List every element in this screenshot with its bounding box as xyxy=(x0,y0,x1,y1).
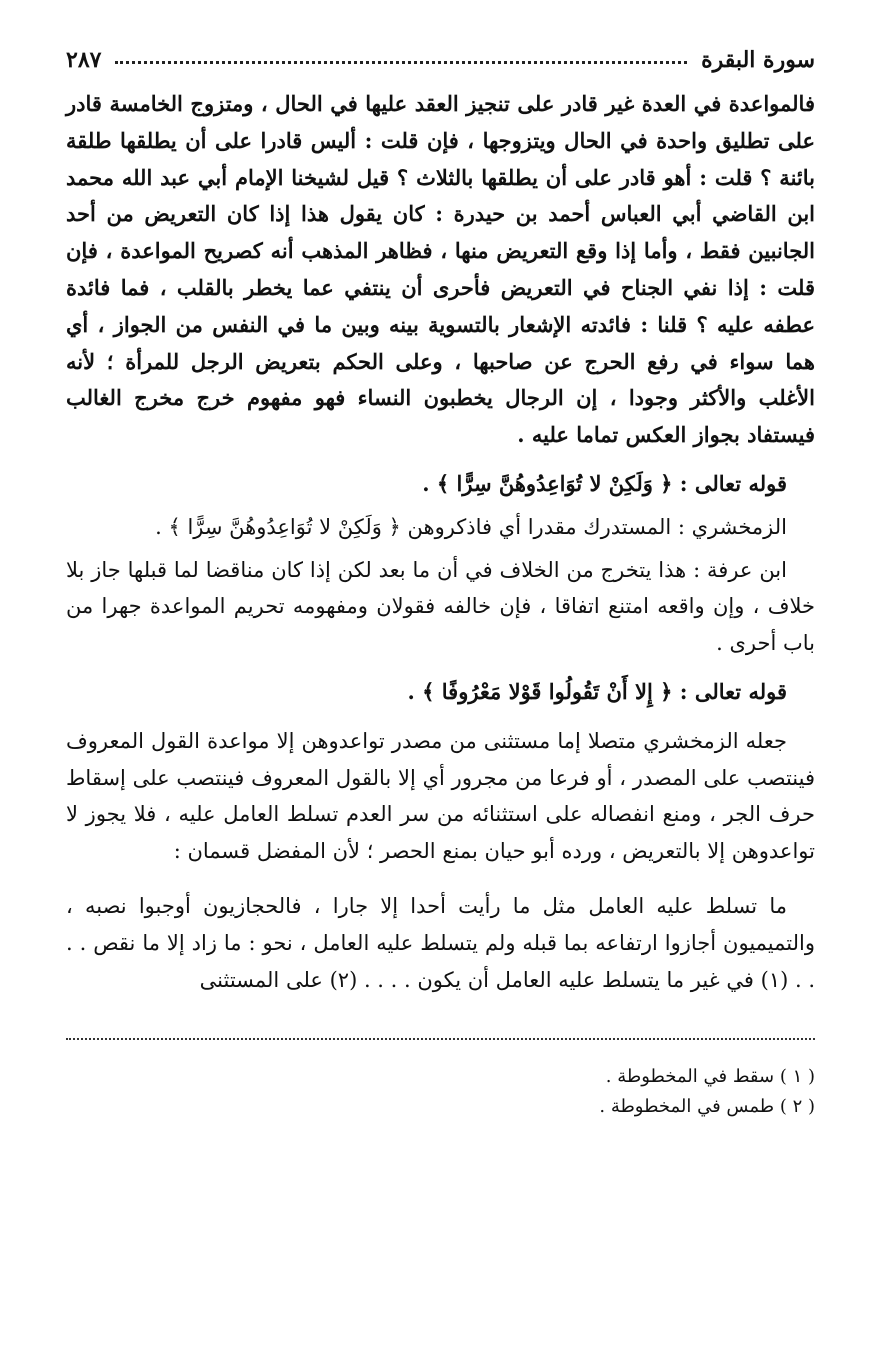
paragraph-verse-1: قوله تعالى : ﴿ وَلَكِنْ لا تُوَاعِدُوهُنَّ سِرًّا ﴾ . xyxy=(422,470,787,496)
paragraph-ibn-arafa: ابن عرفة : هذا يتخرج من الخلاف في أن ما بعد لكن إذا كان مناقضا لما قبلها جاز بلا خلاف ، وإن واقعه امتنع اتفاقا ، فإن خالفه فقولان ومفهومه تحريم المواعدة جهرا من باب أحرى . xyxy=(66,557,815,656)
paragraph-hijazi: ما تسلط عليه العامل مثل ما رأيت أحدا إلا جارا ، فالحجازيون أوجبوا نصبه ، والتميميون أجازوا ارتفاعه بما قبله ولم يتسلط عليه العامل ، نحو : ما زاد إلا ما نقص . . . . (١) في غير ما يتسلط عليه العامل أن يكون . . . . (٢) على المستثنى xyxy=(66,893,815,992)
paragraph-zamakhshari-1: الزمخشري : المستدرك مقدرا أي فاذكروهن ﴿ وَلَكِنْ لا تُوَاعِدُوهُنَّ سِرًّا ﴾ . xyxy=(155,514,787,539)
page-header xyxy=(66,40,815,80)
footnote-separator xyxy=(66,1038,815,1040)
paragraph-verse-2: قوله تعالى : ﴿ إِلا أَنْ تَقُولُوا قَوْلا مَعْرُوفًا ﴾ . xyxy=(407,678,787,704)
paragraph-zamakhshari-2: جعله الزمخشري متصلا إما مستثنى من مصدر تواعدوهن إلا مواعدة القول المعروف فينتصب على المصدر ، أو فرعا من مجرور أي إلا بالقول المعروف فينتصب على إسقاط حرف الجر ، ومنع انفصاله على استثنائه من سر العدم تسلط العامل عليه ، فلا يجوز لا تواعدوهن إلا بالتعريض ، ورده أبو حيان بمنع الحصر ؛ لأن المفضل قسمان : xyxy=(66,728,815,864)
header-dotted-leader xyxy=(115,61,687,64)
page-number: ٢٨٧ xyxy=(66,47,102,73)
surah-title: سورة البقرة xyxy=(701,47,815,73)
footnote-2: ( ٢ ) طمس في المخطوطة . xyxy=(599,1096,815,1118)
footnotes xyxy=(66,1062,815,1122)
footnote-1: ( ١ ) سقط في المخطوطة . xyxy=(605,1066,815,1088)
paragraph-1: فالمواعدة في العدة غير قادر على تنجيز العقد عليها في الحال ، ومتزوج الخامسة قادر على تطليق واحدة في الحال ويتزوجها ، فإن قلت : أليس قادرا على أن يطلقها طلقة بائنة ؟ قلت : أهو قادر على أن يطلقها بالثلاث ؟ قيل لشيخنا الإمام أبي عبد الله محمد ابن القاضي أبي العباس أحمد بن حيدرة : كان يقول هذا إذا كان التعريض من أحد الجانبين فقط ، وأما إذا وقع التعريض منها ، فظاهر المذهب أنه كصريح المواعدة ، فإن قلت : إذا نفي الجناح في التعريض فأحرى أن ينتفي عما يخطر بالقلب ، فما فائدة عطفه عليه ؟ قلنا : فائدته الإشعار بالتسوية بينه وبين ما في النفس من الجواز ، أي هما سواء في رفع الحرج عن صاحبها ، وعلى الحكم بتعريض الرجل للمرأة ؛ لأنه الأغلب والأكثر وجودا ، إن الرجال يخطبون النساء فهو مفهوم خرج مخرج الغالب فيستفاد بجواز العكس تماما عليه . xyxy=(66,91,815,448)
